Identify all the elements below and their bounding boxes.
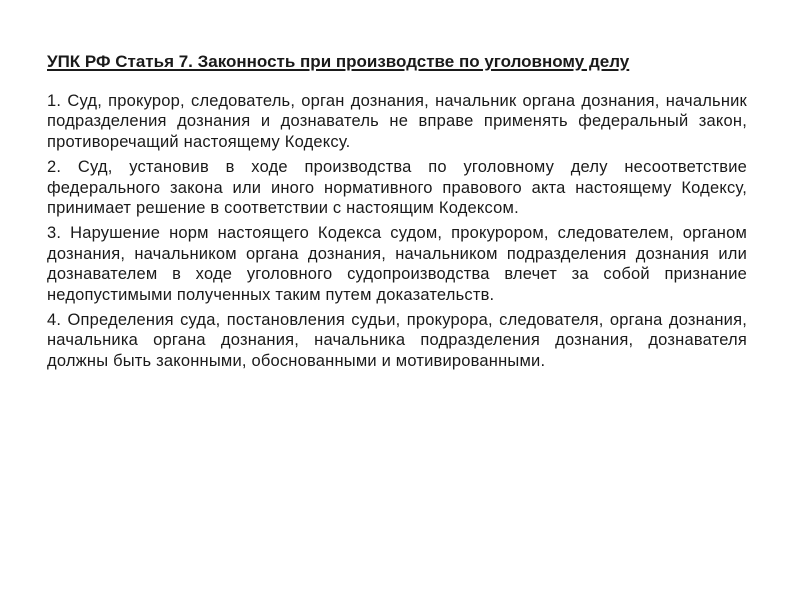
article-title: УПК РФ Статья 7. Законность при производстве по уголовному делу <box>47 52 630 71</box>
article-item-4 <box>47 310 747 371</box>
article-item-1 <box>47 91 747 152</box>
article-content <box>47 52 747 376</box>
item-number: 4. <box>47 311 62 330</box>
item-number: 2. <box>47 158 62 177</box>
item-text: Суд, прокурор, следователь, орган дознания, начальник органа дознания, начальник подразделения дознания и дознаватель не вправе применять федеральный закон, противоречащий настоящему Кодексу. <box>47 92 747 151</box>
item-text: Суд, установив в ходе производства по уголовному делу несоответствие федерального закона или иного нормативного правового акта настоящему Кодексу, принимает решение в соответствии с настоящим Кодексом. <box>47 158 747 218</box>
item-text: Определения суда, постановления судьи, прокурора, следователя, органа дознания, начальника органа дознания, начальника подразделения дознания, дознавателя должны быть законными, обоснованными и мотивированными. <box>47 311 747 370</box>
item-number: 1. <box>47 92 62 110</box>
article-item-2 <box>47 157 747 218</box>
article-item-3 <box>47 223 747 305</box>
item-number: 3. <box>47 224 62 243</box>
item-text: Нарушение норм настоящего Кодекса судом, прокурором, следователем, органом дознания, начальником органа дознания, начальником подразделения дознания или дознавателем в ходе уголовного судопроизводства влечет за собой признание недопустимыми полученных таким путем доказательств. <box>47 224 747 304</box>
